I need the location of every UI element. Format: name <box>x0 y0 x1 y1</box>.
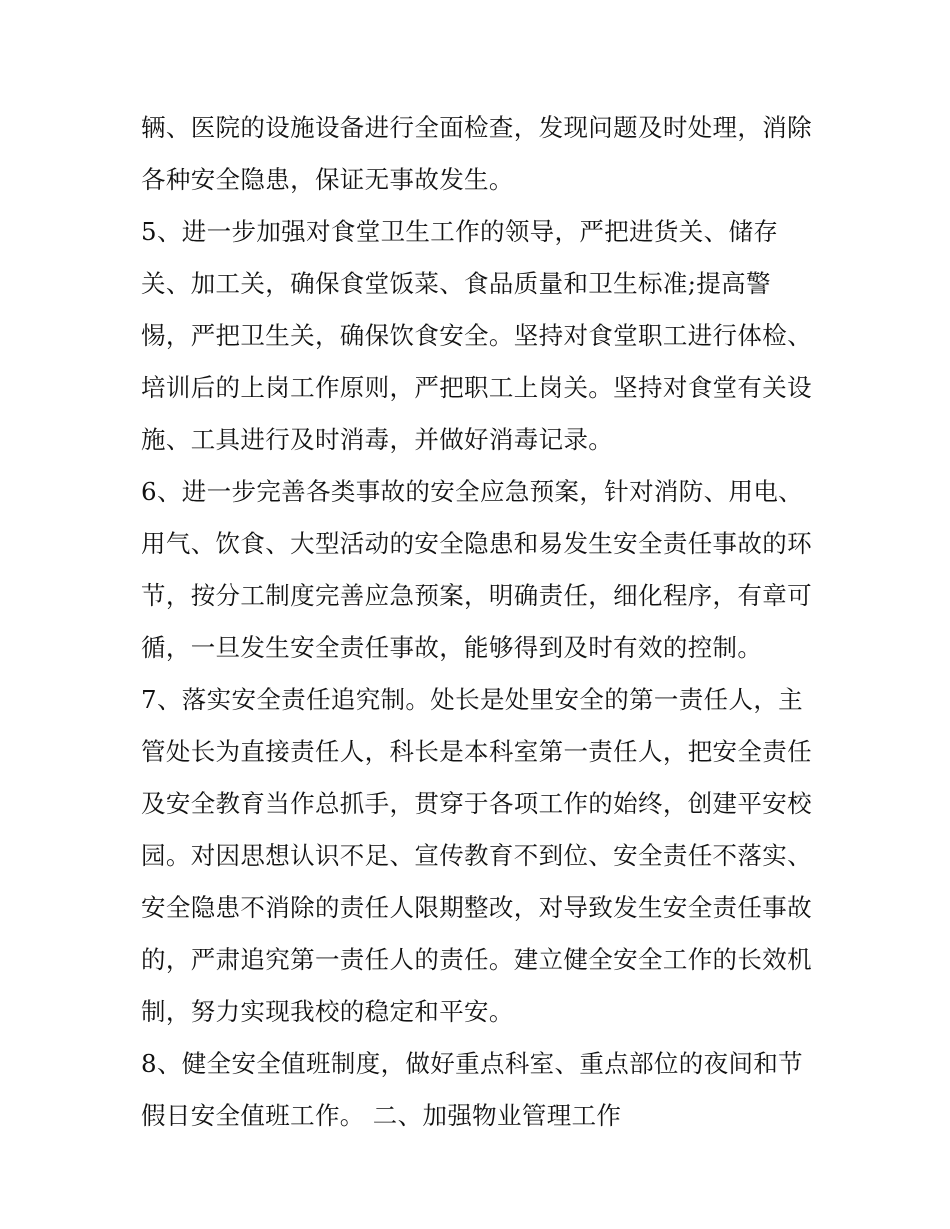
text-line: 安全隐患不消除的责任人限期整改，对导致发生安全责任事故 <box>141 893 812 922</box>
text-line: 循，一旦发生安全责任事故，能够得到及时有效的控制。 <box>141 633 763 662</box>
text-line: 管处长为直接责任人，科长是本科室第一责任人，把安全责任 <box>141 737 812 766</box>
text-line: 的，严肃追究第一责任人的责任。建立健全安全工作的长效机 <box>141 945 812 974</box>
text-line: 5、进一步加强对食堂卫生工作的领导，严把进货关、储存 <box>141 217 779 246</box>
text-line: 园。对因思想认识不足、宣传教育不到位、安全责任不落实、 <box>141 841 812 870</box>
text-line: 8、健全安全值班制度，做好重点科室、重点部位的夜间和节 <box>141 1049 804 1078</box>
text-line: 6、进一步完善各类事故的安全应急预案，针对消防、用电、 <box>141 477 804 506</box>
text-line: 及安全教育当作总抓手，贯穿于各项工作的始终，创建平安校 <box>141 789 812 818</box>
text-line: 制，努力实现我校的稳定和平安。 <box>141 997 514 1026</box>
text-line: 施、工具进行及时消毒，并做好消毒记录。 <box>141 425 614 454</box>
text-line: 惕，严把卫生关，确保饮食安全。坚持对食堂职工进行体检、 <box>141 321 812 350</box>
text-line: 培训后的上岗工作原则，严把职工上岗关。坚持对食堂有关设 <box>141 373 812 402</box>
text-line: 关、加工关，确保食堂饭菜、食品质量和卫生标准;提高警 <box>141 269 771 298</box>
text-line: 各种安全隐患，保证无事故发生。 <box>141 165 514 194</box>
text-line: 7、落实安全责任追究制。处长是处里安全的第一责任人，主 <box>141 685 804 714</box>
text-line: 节，按分工制度完善应急预案，明确责任，细化程序，有章可 <box>141 581 812 610</box>
text-line: 用气、饮食、大型活动的安全隐患和易发生安全责任事故的环 <box>141 529 812 558</box>
text-line: 假日安全值班工作。 二、加强物业管理工作 <box>141 1101 622 1130</box>
text-line: 辆、医院的设施设备进行全面检查，发现问题及时处理，消除 <box>141 113 812 142</box>
